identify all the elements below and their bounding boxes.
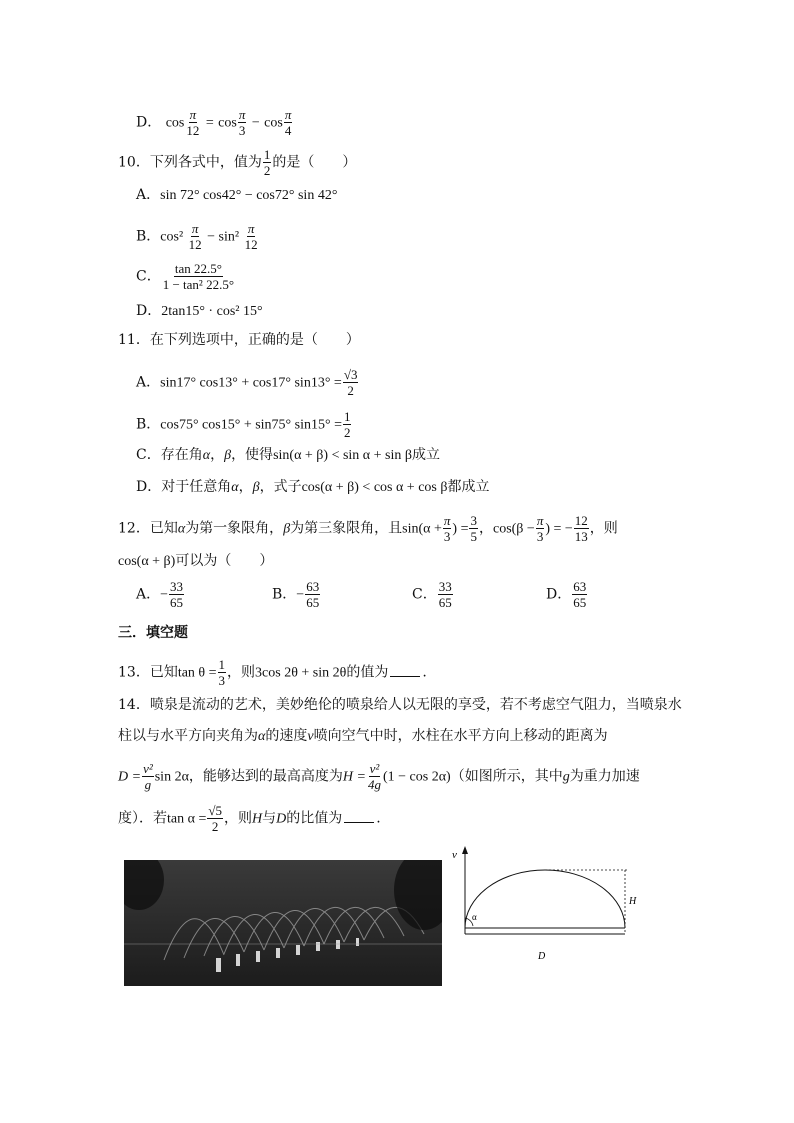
fountain-photo (124, 860, 442, 986)
fraction: $\frac{1}{2}$ (343, 409, 351, 440)
fraction: $\frac{3}{5}$ (470, 513, 477, 544)
fraction: $\frac{√5}{2}$ (208, 803, 222, 834)
fraction: $\frac{\pi}{3}$ (536, 513, 544, 544)
fraction: $\frac{\pi}{3}$ (443, 513, 451, 544)
trajectory-diagram (448, 842, 648, 977)
fraction: $\frac{\pi}{4}$ (284, 107, 292, 138)
fraction: $\frac{33}{65}$ (170, 579, 184, 610)
section-title: 三．填空题 (118, 625, 188, 641)
fraction: $\frac{1}{2}$ (263, 147, 271, 178)
q12-option-a: A．− $\frac{33}{65}$ (136, 579, 184, 610)
q13: 13．已知tan θ = $\frac{1}{3}$ ，则3cos 2θ + sin 2θ的值为 . (118, 657, 427, 688)
fountain-illustration (124, 860, 442, 986)
answer-blank[interactable] (344, 822, 374, 823)
fraction: $\frac{\tan 22.5^\circ}{\text{1 − tan² 22.5°}}$ (162, 261, 235, 292)
fraction: $\frac{\pi}{3}$ (238, 107, 246, 138)
q14-line2: 柱以与水平方向夹角为α的速度v喷向空气中时，水柱在水平方向上移动的距离为 (118, 728, 608, 744)
q11-option-c: C．存在角α，β，使得sin(α + β) < sin α + sin β成立 (136, 447, 441, 463)
q12-option-b: B．− $\frac{63}{65}$ (272, 579, 320, 610)
fraction: $\frac{\pi}{12}$ (188, 221, 202, 252)
fraction: $\frac{63}{65}$ (573, 579, 587, 610)
fraction: $\frac{√3}{2}$ (343, 367, 358, 398)
q14-line1: 14．喷泉是流动的艺术，美妙绝伦的喷泉给人以无限的享受，若不考虑空气阻力，当喷泉水 (118, 697, 682, 713)
axis-arrow-icon (462, 846, 468, 854)
q10-option-c: C． $\frac{\tan 22.5^\circ}{\text{1 − tan² 22.5°}}$ (136, 261, 235, 292)
q12-option-c: C． $\frac{33}{65}$ (412, 579, 452, 610)
q14-line3: D = $\frac{\text{v²}}{g}$ sin 2α，能够达到的最高高度为H = $\frac{\text{v²}}{4g}$ (1 − cos 2α)（如图所示，其中g为重力加速 (118, 761, 640, 792)
q12-stem-line1: 12．已知α为第一象限角，β为第三象限角，且sin(α + $\frac{\pi}{3}$ ) = $\frac{3}{5}$ ，cos(β − $\frac{\pi}{3}$ ) = − $\frac{12}{13}$ ，则 (118, 513, 618, 544)
q11-option-b: B．cos75° cos15° + sin75° sin15° = $\frac{1}{2}$ (136, 409, 351, 440)
q14-line4: 度）．若tan α = $\frac{√5}{2}$ ，则H与D的比值为 . (118, 803, 381, 834)
fraction: $\frac{33}{65}$ (438, 579, 452, 610)
fraction: $\frac{\text{v²}}{4g}$ (367, 761, 381, 792)
q10-option-a: A．sin 72° cos42° − cos72° sin 42° (136, 187, 338, 203)
fraction: $\frac{63}{65}$ (306, 579, 320, 610)
q11-stem: 11．在下列选项中，正确的是（ ） (118, 332, 360, 348)
h-label: H (629, 896, 637, 907)
q11-option-d: D．对于任意角α，β，式子cos(α + β) < cos α + cos β都成立 (136, 479, 490, 495)
q12-option-d: D． $\frac{63}{65}$ (546, 579, 587, 610)
q10-stem: 10．下列各式中，值为 $\frac{1}{2}$ 的是（ ） (118, 147, 357, 178)
trajectory-arc (465, 870, 625, 928)
alpha-label: α (472, 912, 477, 922)
q11-option-a: A．sin17° cos13° + cos17° sin13° = $\frac{√3}{2}$ (136, 367, 358, 398)
q9-option-d: D． cos $\frac{\pi}{12}$ = cos $\frac{\pi}{3}$ − cos $\frac{\pi}{4}$ (136, 107, 292, 138)
d-label: D (538, 951, 546, 962)
v-label: v (452, 849, 457, 861)
fraction: $\frac{\pi}{12}$ (244, 221, 258, 252)
fraction: $\frac{12}{13}$ (574, 513, 588, 544)
q12-stem-line2: cos(α + β)可以为（ ） (118, 553, 274, 569)
q10-option-b: B．cos² $\frac{\pi}{12}$ − sin² $\frac{\pi}{12}$ (136, 221, 258, 252)
fraction: $\frac{1}{3}$ (218, 657, 226, 688)
answer-blank[interactable] (390, 676, 420, 677)
fraction: $\frac{\pi}{12}$ (186, 107, 200, 138)
q10-option-d: D．2tan15° · cos² 15° (136, 303, 263, 319)
fraction: $\frac{\text{v²}}{g}$ (143, 761, 153, 792)
